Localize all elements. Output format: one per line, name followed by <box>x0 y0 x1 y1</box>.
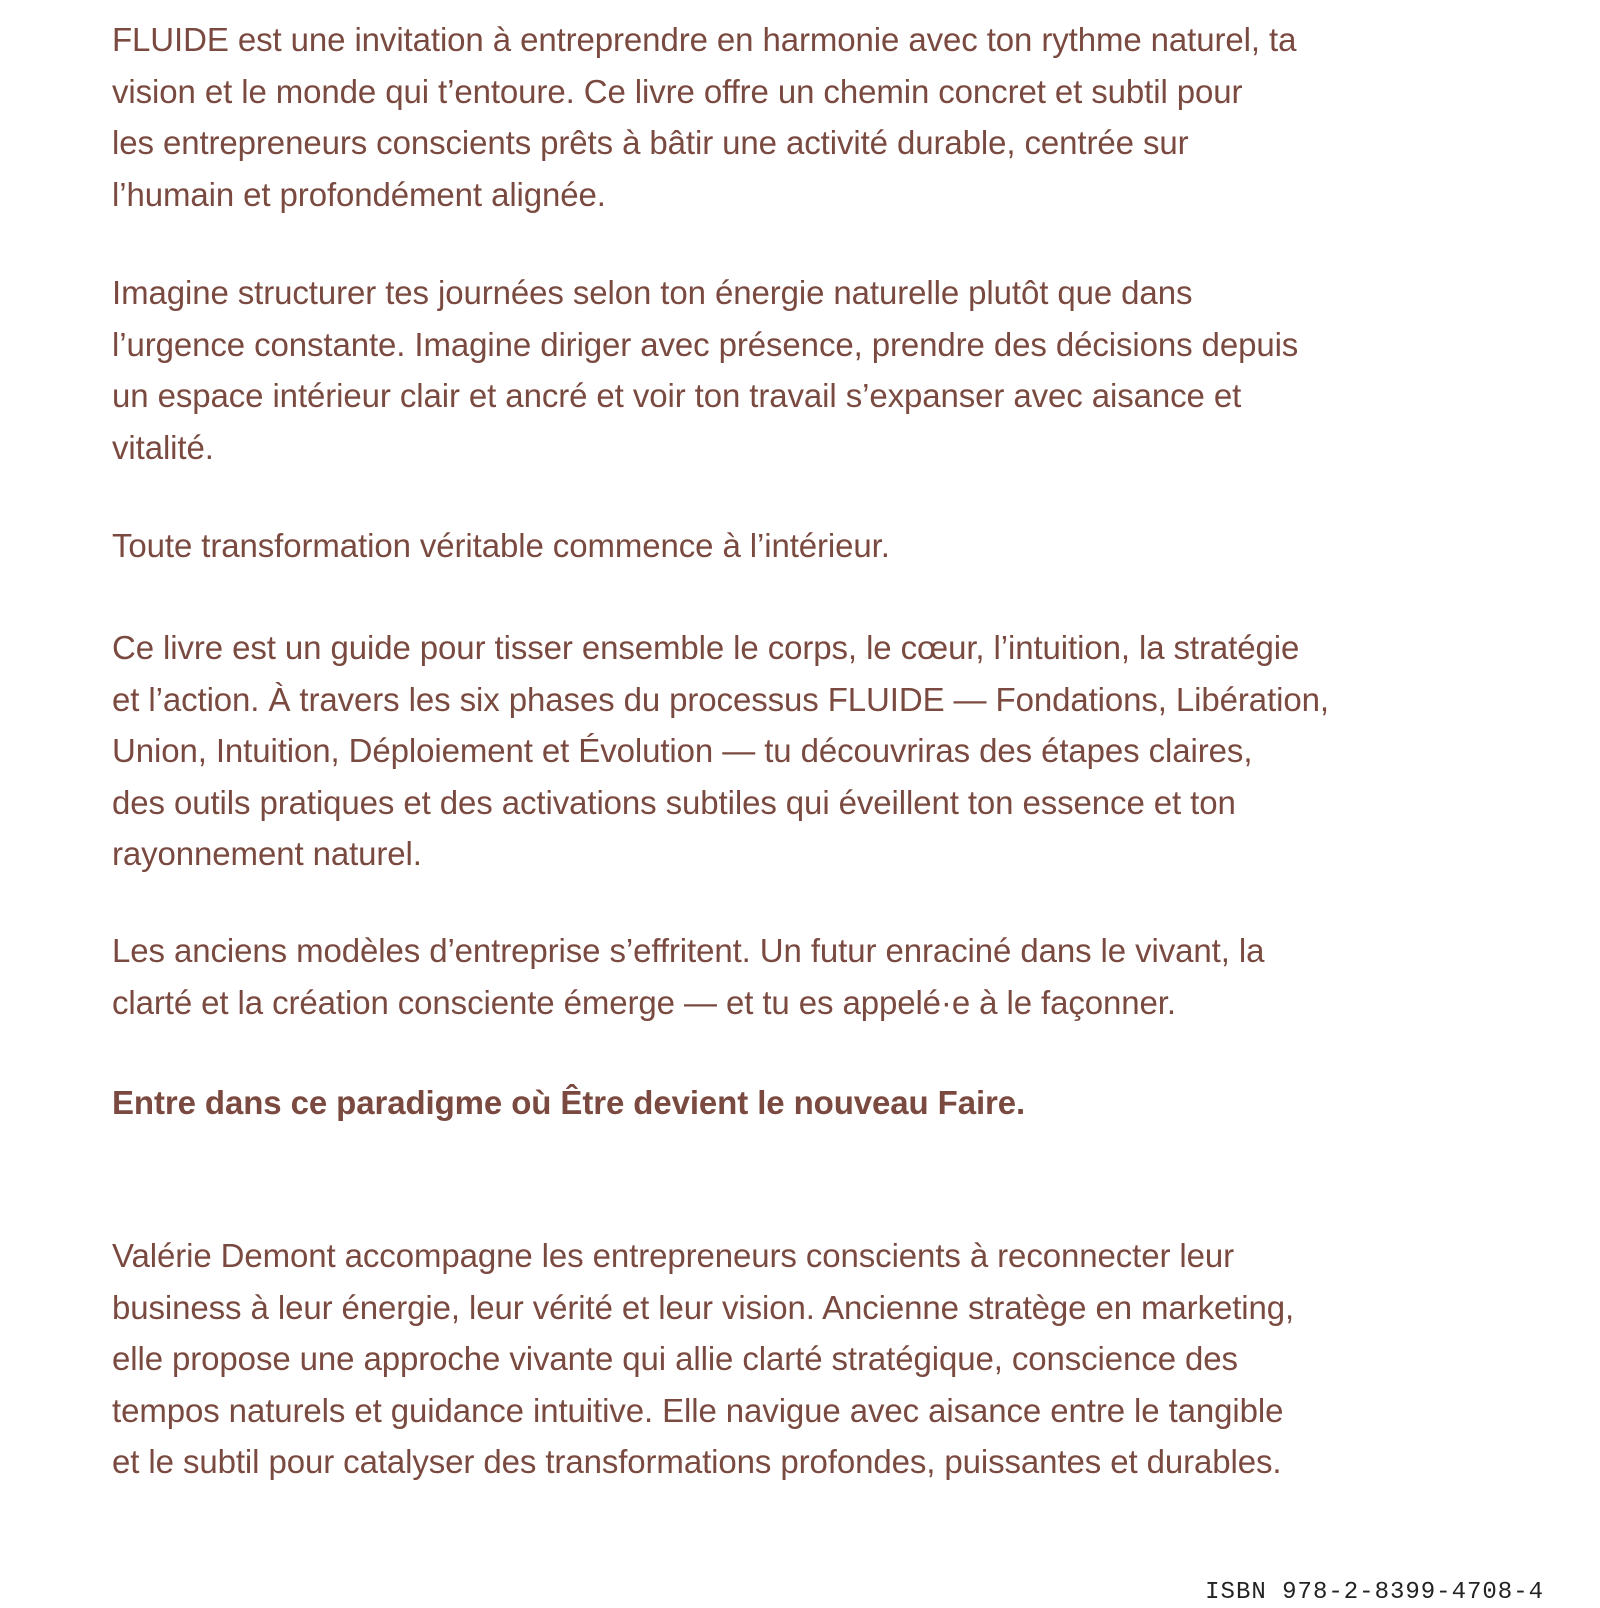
text-line: l’urgence constante. Imagine diriger avec présence, prendre des décisions depuis <box>112 325 1299 363</box>
text-line: vision et le monde qui t’entoure. Ce livre offre un chemin concret et subtil pour <box>112 72 1243 110</box>
text-line: et le subtil pour catalyser des transformations profondes, puissantes et durables. <box>112 1443 1282 1480</box>
text-line: business à leur énergie, leur vérité et leur vision. Ancienne stratège en marketing, <box>112 1288 1295 1326</box>
text-line: Imagine structurer tes journées selon ton énergie naturelle plutôt que dans <box>112 274 1193 311</box>
transformation-paragraph <box>112 520 1512 572</box>
text-line: Toute transformation véritable commence à l’intérieur. <box>112 527 890 564</box>
text-line: FLUIDE est une invitation à entreprendre en harmonie avec ton rythme naturel, ta <box>112 21 1297 58</box>
text-line: Union, Intuition, Déploiement et Évolution — tu découvriras des étapes claires, <box>112 732 1253 769</box>
guide-paragraph <box>112 622 1512 880</box>
text-line: et l’action. À travers les six phases du processus FLUIDE — Fondations, Libération, <box>112 680 1329 718</box>
text-line: rayonnement naturel. <box>112 835 422 872</box>
text-line: un espace intérieur clair et ancré et voir ton travail s’expanser avec aisance et <box>112 377 1242 414</box>
text-line: tempos naturels et guidance intuitive. Elle navigue avec aisance entre le tangible <box>112 1391 1284 1429</box>
text-line: elle propose une approche vivante qui allie clarté stratégique, conscience des <box>112 1340 1238 1377</box>
text-line: l’humain et profondément alignée. <box>112 175 606 213</box>
text-line: Ce livre est un guide pour tisser ensemble le corps, le cœur, l’intuition, la stratégie <box>112 629 1300 666</box>
intro-paragraph <box>112 14 1512 220</box>
models-paragraph <box>112 925 1512 1028</box>
text-line: Les anciens modèles d’entreprise s’effritent. Un futur enraciné dans le vivant, la <box>112 932 1265 969</box>
isbn-label: ISBN 978-2-8399-4708-4 <box>1205 1579 1544 1606</box>
author-bio-paragraph <box>112 1230 1512 1488</box>
text-line: clarté et la création consciente émerge — et tu es appelé·e à le façonner. <box>112 983 1176 1021</box>
text-line: Valérie Demont accompagne les entrepreneurs conscients à reconnecter leur <box>112 1237 1235 1274</box>
text-line: des outils pratiques et des activations subtiles qui éveillent ton essence et ton <box>112 783 1236 821</box>
text-line: les entrepreneurs conscients prêts à bâtir une activité durable, centrée sur <box>112 124 1189 161</box>
imagine-paragraph <box>112 267 1512 473</box>
text-line: vitalité. <box>112 428 214 466</box>
tagline-text: Entre dans ce paradigme où Être devient le nouveau Faire. <box>112 1084 1026 1121</box>
tagline-paragraph <box>112 1077 1512 1129</box>
